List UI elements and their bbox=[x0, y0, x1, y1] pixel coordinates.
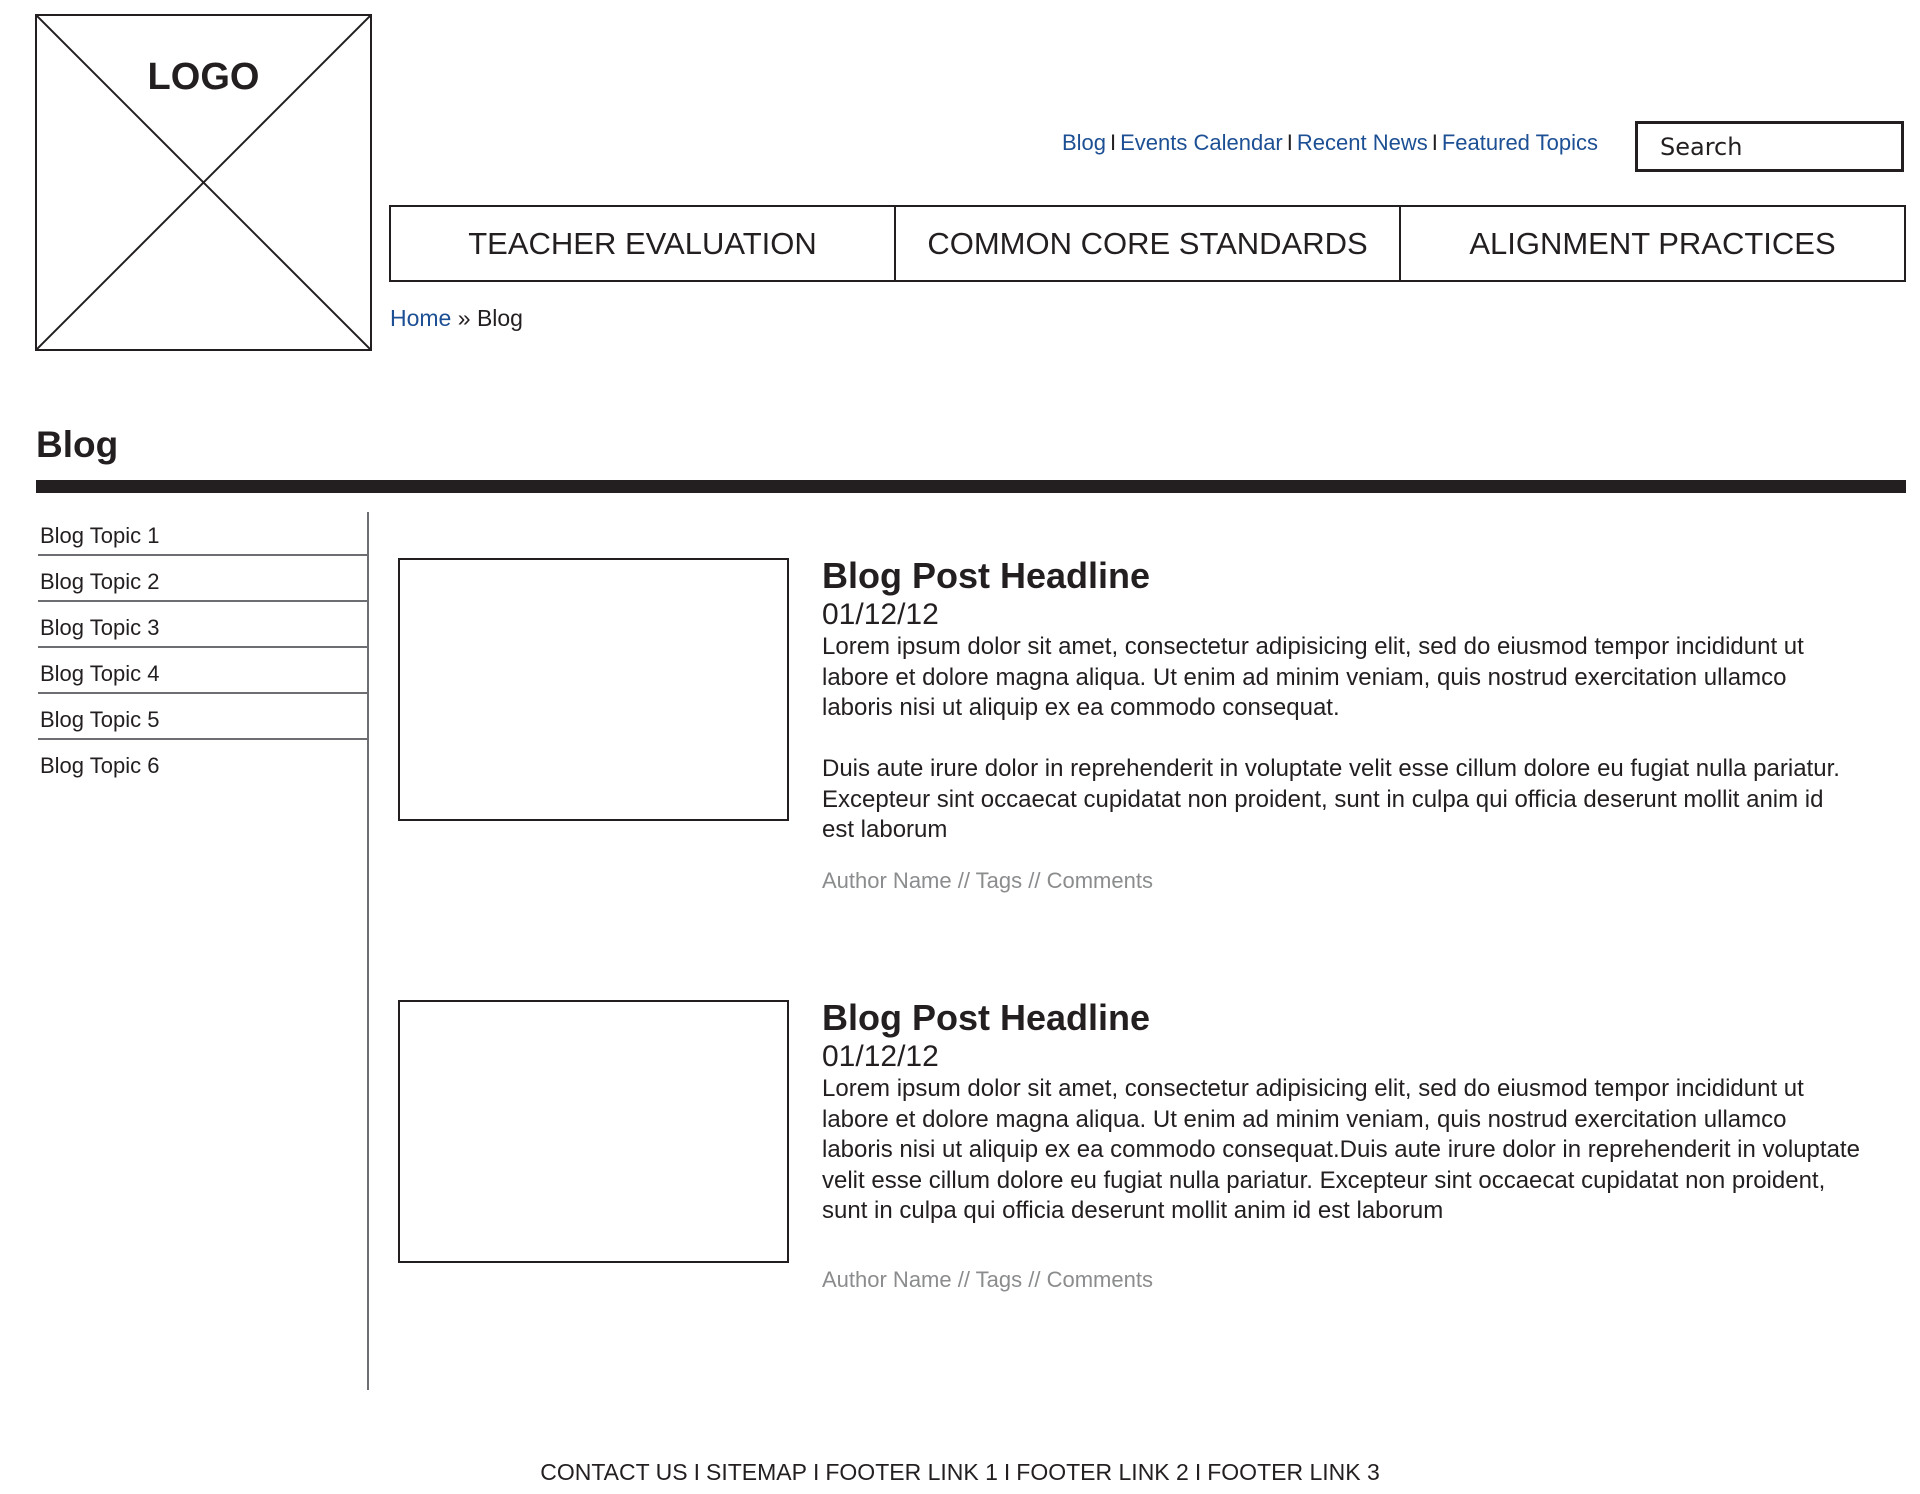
post-image-placeholder[interactable] bbox=[398, 558, 789, 821]
blog-post bbox=[822, 554, 1862, 846]
post-meta[interactable]: Author Name // Tags // Comments bbox=[822, 868, 1153, 893]
footer-link-contact-us[interactable]: CONTACT US bbox=[540, 1459, 688, 1485]
sidebar-item-blog-topic-3[interactable]: Blog Topic 3 bbox=[38, 602, 368, 648]
footer-link-1[interactable]: FOOTER LINK 1 bbox=[825, 1459, 998, 1485]
main-nav bbox=[389, 205, 1906, 282]
utility-separator: I bbox=[1109, 130, 1117, 155]
footer-separator: I bbox=[812, 1459, 820, 1485]
sidebar-item-blog-topic-6[interactable]: Blog Topic 6 bbox=[40, 753, 160, 778]
breadcrumb-separator: » bbox=[457, 305, 471, 331]
post-image-placeholder[interactable] bbox=[398, 1000, 789, 1263]
footer-separator: I bbox=[1194, 1459, 1202, 1485]
sidebar-item-blog-topic-2[interactable]: Blog Topic 2 bbox=[38, 556, 368, 602]
footer-link-2[interactable]: FOOTER LINK 2 bbox=[1016, 1459, 1189, 1485]
footer-link-3[interactable]: FOOTER LINK 3 bbox=[1207, 1459, 1380, 1485]
footer-separator: I bbox=[1003, 1459, 1011, 1485]
logo-text: LOGO bbox=[37, 56, 370, 99]
utility-link-events-calendar[interactable]: Events Calendar bbox=[1120, 130, 1283, 155]
search-input[interactable] bbox=[1638, 124, 1901, 169]
post-meta[interactable]: Author Name // Tags // Comments bbox=[822, 1267, 1153, 1292]
post-paragraph: Lorem ipsum dolor sit amet, consectetur adipisicing elit, sed do eiusmod tempor incididunt ut labore et dolore magna aliqua. Ut enim ad minim veniam, quis nostrud exercitation ullamco laboris nisi ut aliquip ex ea commodo consequat.Duis aute irure dolor in reprehenderit in voluptate velit esse cillum dolore eu fugiat nulla pariatur. Excepteur sint occaecat cupidatat non proident, sunt in culpa qui officia deserunt mollit anim id est laborum bbox=[822, 1075, 1860, 1224]
search-box bbox=[1635, 121, 1904, 172]
post-date: 01/12/12 bbox=[822, 598, 939, 631]
post-paragraph: Lorem ipsum dolor sit amet, consectetur adipisicing elit, sed do eiusmod tempor incididunt ut labore et dolore magna aliqua. Ut enim ad minim veniam, quis nostrud exercitation ullamco laboris nisi ut aliquip ex ea commodo consequat. bbox=[822, 633, 1804, 721]
breadcrumb-current: Blog bbox=[476, 305, 523, 331]
breadcrumb bbox=[390, 305, 523, 332]
nav-tab-teacher-evaluation[interactable]: TEACHER EVALUATION bbox=[468, 225, 817, 261]
post-date: 01/12/12 bbox=[822, 1040, 939, 1073]
nav-tab-alignment-practices[interactable]: ALIGNMENT PRACTICES bbox=[1399, 207, 1904, 280]
sidebar-item-blog-topic-4[interactable]: Blog Topic 4 bbox=[38, 648, 368, 694]
logo-placeholder[interactable] bbox=[35, 14, 372, 351]
utility-separator: I bbox=[1431, 130, 1438, 155]
utility-separator: I bbox=[1286, 130, 1293, 155]
sidebar-divider bbox=[367, 512, 369, 1390]
utility-link-blog[interactable]: Blog bbox=[1061, 130, 1106, 155]
sidebar bbox=[38, 510, 368, 784]
nav-tab-common-core-standards[interactable]: COMMON CORE STANDARDS bbox=[894, 207, 1399, 280]
sidebar-item-blog-topic-1[interactable]: Blog Topic 1 bbox=[38, 510, 368, 556]
title-divider bbox=[36, 480, 1906, 493]
post-paragraph: Duis aute irure dolor in reprehenderit in voluptate velit esse cillum dolore eu fugiat nulla pariatur. Excepteur sint occaecat cupidatat non proident, sunt in culpa qui officia deserunt mollit anim id est laborum bbox=[822, 755, 1840, 843]
post-headline[interactable]: Blog Post Headline bbox=[822, 555, 1151, 596]
footer-separator: I bbox=[693, 1459, 700, 1485]
post-headline[interactable]: Blog Post Headline bbox=[822, 997, 1151, 1038]
utility-link-featured-topics[interactable]: Featured Topics bbox=[1441, 130, 1598, 155]
breadcrumb-home[interactable]: Home bbox=[390, 305, 452, 331]
sidebar-item-blog-topic-5[interactable]: Blog Topic 5 bbox=[38, 694, 368, 740]
page-title: Blog bbox=[36, 424, 119, 465]
footer-link-sitemap[interactable]: SITEMAP bbox=[706, 1459, 807, 1485]
utility-link-recent-news[interactable]: Recent News bbox=[1296, 130, 1428, 155]
utility-nav bbox=[1062, 130, 1598, 156]
footer bbox=[0, 1459, 1920, 1486]
blog-post bbox=[822, 996, 1862, 1227]
